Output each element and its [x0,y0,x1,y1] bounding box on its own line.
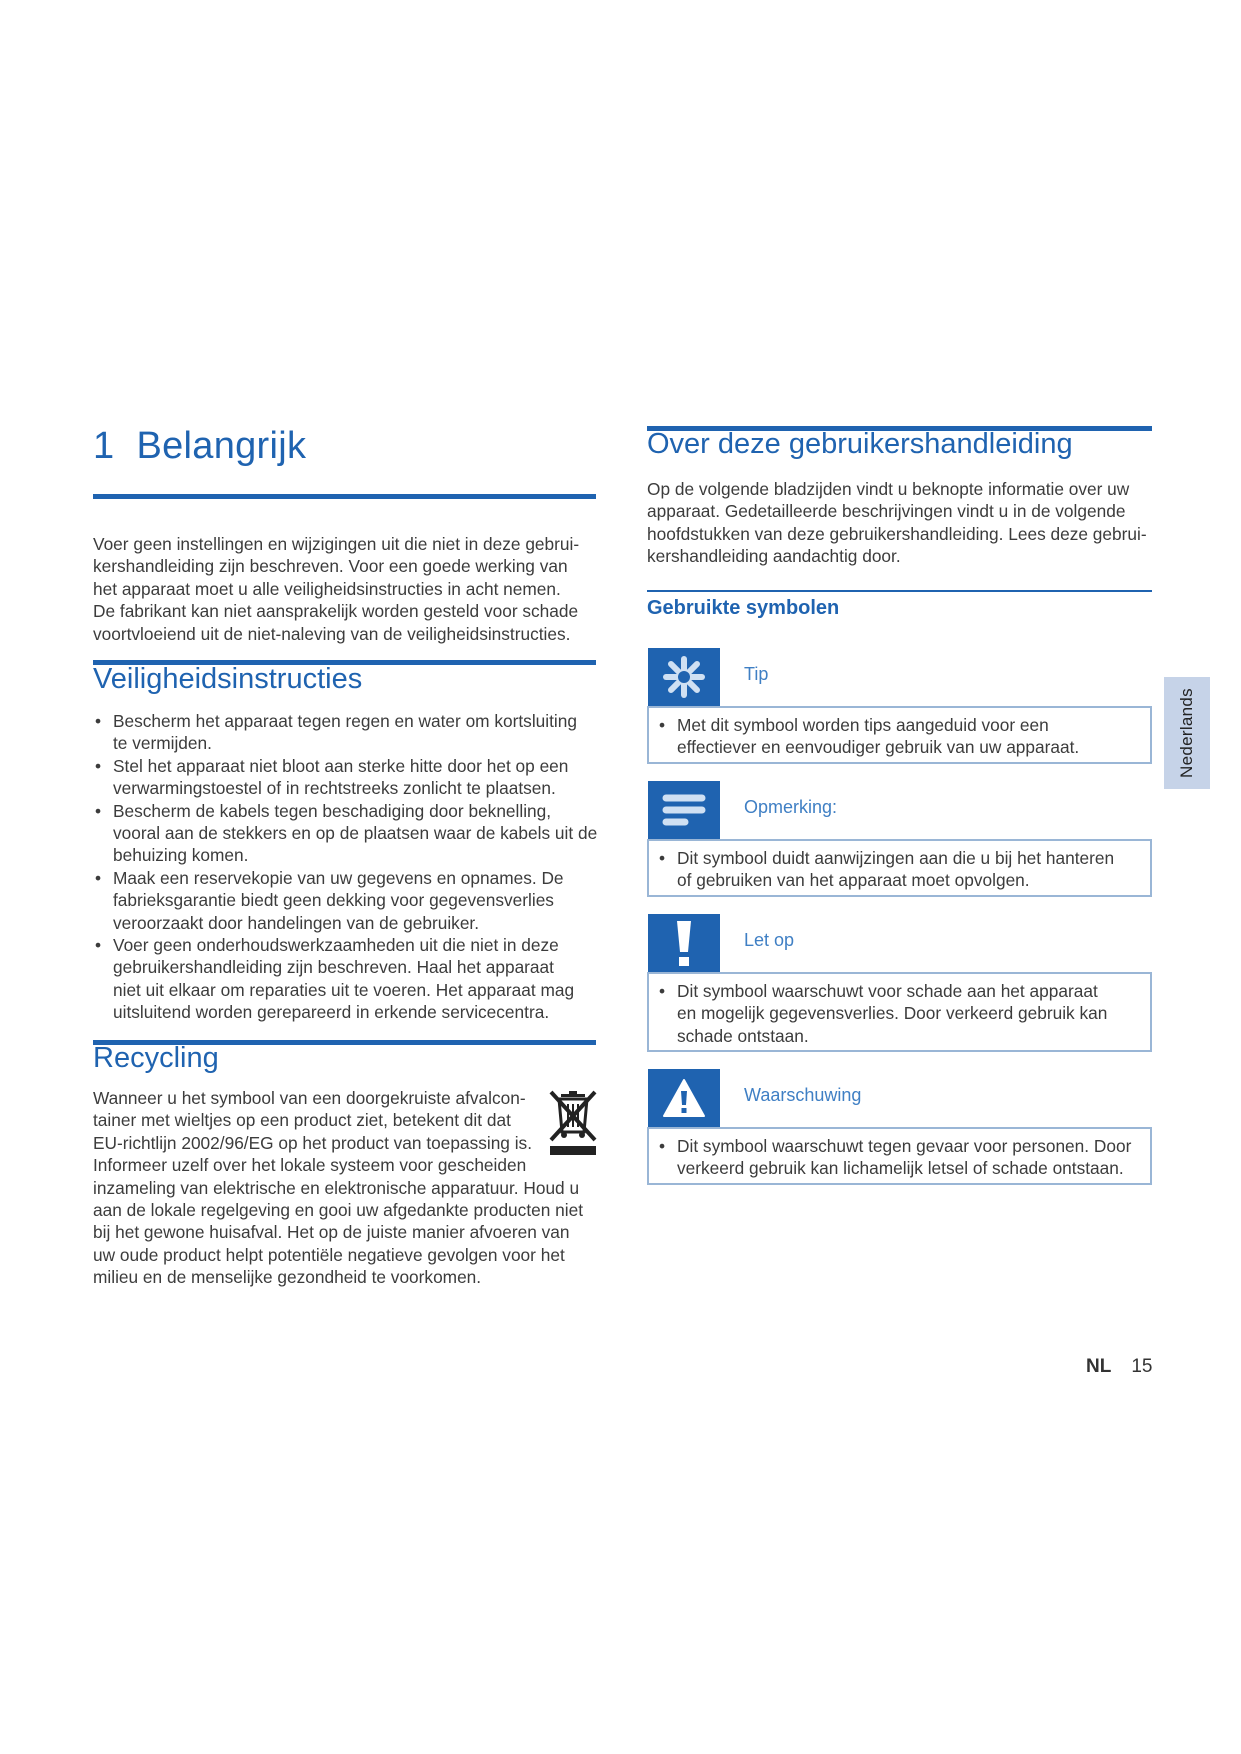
page-number: 15 [1131,1356,1153,1377]
safety-list [93,710,613,1024]
about-paragraph: Op de volgende bladzijden vindt u beknopte informatie over uw apparaat. Gedetailleerde beschrijvingen vindt u in de volgende hoofdstukken van deze gebruikershandleiding. Lees deze gebrui- kershandleiding aandachtig door. [647,479,1147,567]
about-title: Over deze gebruikershandleiding [647,428,1073,460]
list-item: • Stel het apparaat niet bloot aan sterke hitte door het op een verwarmingstoestel of in rechtstreeks zonlicht te plaatsen. [93,755,613,800]
caution-icon [648,914,720,972]
recycling-title: Recycling [93,1042,219,1074]
intro-paragraph: Voer geen instellingen en wijzigingen uit die niet in deze gebrui- kershandleiding zijn beschreven. Voor een goede werking van het apparaat moet u alle veiligheidsinstructies in acht nemen. De fabrikant kan niet aansprakelijk worden gesteld voor schade voortvloeiend uit de niet-naleving van de veiligheidsinstructies. [93,534,580,644]
tip-label: Tip [744,664,769,684]
footer-language: NL [1086,1356,1112,1377]
list-item: • Bescherm de kabels tegen beschadiging door beknelling, vooral aan de stekkers en op de plaatsen waar de kabels uit de behuizing komen. [93,800,613,867]
symbols-title: Gebruikte symbolen [647,597,840,619]
caution-label: Let op [744,930,795,950]
chapter-title [93,425,306,468]
tip-icon [648,648,720,706]
warning-box [647,1127,1152,1185]
chapter-title-text: Belangrijk [136,425,307,467]
tip-box [647,706,1152,764]
list-item: • Maak een reservekopie van uw gegevens en opnames. De fabrieksgarantie biedt geen dekking voor gegevensverlies veroorzaakt door handelingen van de gebruiker. [93,867,613,934]
note-icon [648,781,720,839]
warning-icon [648,1069,720,1127]
list-item: • Dit symbool duidt aanwijzingen aan die u bij het hanteren of gebruiken van het apparaat moet opvolgen. [659,847,1136,892]
chapter-number: 1 [93,425,115,467]
caution-box [647,972,1152,1052]
safety-title: Veiligheidsinstructies [93,663,363,695]
list-item: • Voer geen onderhoudswerkzaamheden uit die niet in deze gebruikershandleiding zijn beschreven. Haal het apparaat niet uit elkaar om reparaties uit te voeren. Het apparaat mag uitsluitend worden gerepareerd in erkende servicecentra. [93,934,613,1024]
warning-label: Waarschuwing [744,1085,862,1105]
crossed-bin-icon [548,1090,598,1156]
list-item: • Dit symbool waarschuwt tegen gevaar voor personen. Door verkeerd gebruik kan lichamelijk letsel of schade ontstaan. [659,1135,1136,1180]
language-side-tab: Nederlands [1164,677,1210,789]
note-box [647,839,1152,897]
symbols-rule [647,590,1152,592]
list-item: • Bescherm het apparaat tegen regen en water om kortsluiting te vermijden. [93,710,613,755]
page-footer [1086,1356,1152,1378]
list-item: • Dit symbool waarschuwt voor schade aan het apparaat en mogelijk gegevensverlies. Door verkeerd gebruik kan schade ontstaan. [659,980,1136,1047]
recycling-paragraph: Wanneer u het symbool van een doorgekruiste afvalcon- tainer met wieltjes op een product ziet, betekent dit dat EU-richtlijn 2002/96/EG op het product van toepassing is. Informeer uzelf over het lokale systeem voor gescheiden inzameling van elektrische en elektronische apparatuur. Houd u aan de lokale regelgeving en gooi uw afgedankte producten niet bij het gewone huisafval. Het op de juiste manier afvoeren van uw oude product helpt potentiële negatieve gevolgen voor het milieu en de menselijke gezondheid te voorkomen. [93,1088,584,1288]
list-item: • Met dit symbool worden tips aangeduid voor een effectiever en eenvoudiger gebruik van uw apparaat. [659,714,1136,759]
note-label: Opmerking: [744,797,838,817]
chapter-rule [93,494,596,499]
